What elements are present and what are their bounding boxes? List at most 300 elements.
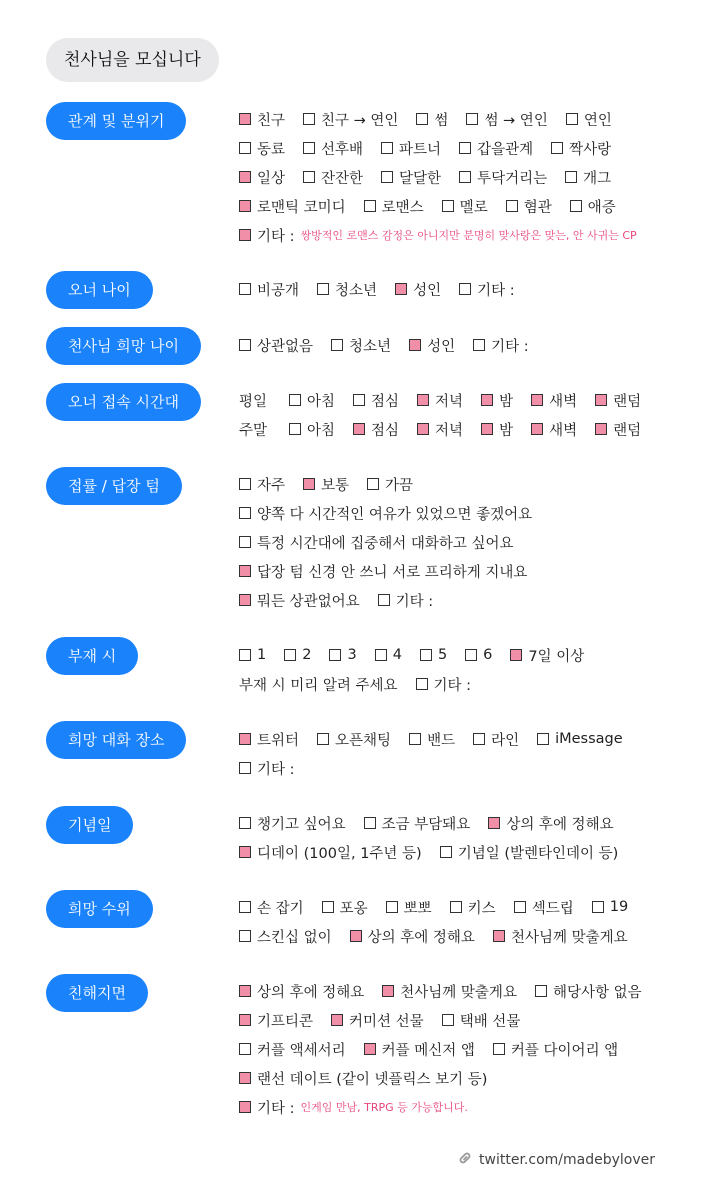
checked-box-icon	[239, 594, 251, 606]
checkbox-option[interactable]	[331, 1010, 424, 1031]
checkbox-option[interactable]	[417, 419, 463, 440]
option-label: 연인	[583, 112, 612, 129]
link-icon	[457, 1150, 473, 1170]
option-label: 7일 이상	[528, 648, 585, 665]
checkbox-icon	[465, 649, 477, 661]
checkbox-option[interactable]	[239, 842, 422, 863]
option-row	[239, 502, 550, 524]
option-label: 밴드	[427, 732, 456, 749]
checkbox-option[interactable]	[350, 926, 475, 947]
checkbox-icon	[239, 507, 251, 519]
checkbox-option[interactable]	[239, 225, 295, 246]
option-label: 3	[347, 647, 357, 663]
checkbox-option[interactable]	[378, 590, 434, 611]
checkbox-option[interactable]	[595, 419, 641, 440]
checkbox-option[interactable]	[331, 335, 391, 356]
option-label: 뽀뽀	[403, 900, 432, 917]
option-label: 기타 :	[257, 1100, 295, 1117]
page-title: 천사님을 모십니다	[46, 38, 219, 82]
option-label: 6	[483, 647, 493, 663]
checkbox-option[interactable]	[395, 279, 441, 300]
option-label: iMessage	[555, 731, 623, 747]
checked-box-icon	[239, 200, 251, 212]
option-label: 답장 텀 신경 안 쓰니 서로 프리하게 지내요	[257, 564, 528, 581]
checkbox-icon	[459, 283, 471, 295]
checked-box-icon	[395, 283, 407, 295]
checkbox-icon	[331, 339, 343, 351]
checkbox-icon	[239, 762, 251, 774]
option-label: 1	[257, 647, 267, 663]
option-label: 밤	[499, 393, 514, 410]
checkbox-icon	[353, 394, 365, 406]
checkbox-option[interactable]	[303, 474, 349, 495]
checkbox-option[interactable]	[239, 474, 285, 495]
checkbox-icon	[409, 733, 421, 745]
option-label: 상관없음	[257, 338, 314, 355]
option-label: 기타 :	[257, 761, 295, 778]
checked-box-icon	[239, 846, 251, 858]
checkbox-icon	[416, 678, 428, 690]
checked-box-icon	[531, 394, 543, 406]
checkbox-icon	[284, 649, 296, 661]
option-label: 성인	[427, 338, 456, 355]
option-label: 성인	[413, 282, 442, 299]
option-row	[239, 560, 545, 582]
label-desired-age: 천사님 희망 나이	[46, 327, 201, 365]
checkbox-icon	[570, 200, 582, 212]
option-label: 천사님께 맞출게요	[400, 984, 517, 1001]
checked-box-icon	[531, 423, 543, 435]
checkbox-icon	[592, 901, 604, 913]
option-label: 청소년	[335, 282, 378, 299]
option-label: 스킨십 없이	[257, 929, 332, 946]
checkbox-icon	[239, 901, 251, 913]
checkbox-option[interactable]	[416, 674, 472, 695]
checkbox-option[interactable]	[329, 647, 356, 663]
option-label: 커플 메신저 앱	[381, 1042, 475, 1059]
checkbox-icon	[239, 536, 251, 548]
absence-row-2	[239, 673, 489, 695]
option-row	[239, 589, 451, 611]
checked-box-icon	[488, 817, 500, 829]
checkbox-icon	[506, 200, 518, 212]
option-row	[239, 925, 646, 947]
label-absence: 부재 시	[46, 637, 138, 675]
checkbox-option[interactable]	[239, 1039, 346, 1060]
option-label: 새벽	[549, 393, 578, 410]
checkbox-option[interactable]	[239, 926, 332, 947]
checkbox-option[interactable]	[239, 1010, 313, 1031]
option-label: 보통	[321, 477, 350, 494]
option-row	[239, 334, 547, 356]
label-bonding: 친해지면	[46, 974, 148, 1012]
checkbox-icon	[450, 901, 462, 913]
checkbox-icon	[364, 200, 376, 212]
label-relationship: 관계 및 분위기	[46, 102, 186, 140]
option-label: 해당사항 없음	[552, 984, 642, 1001]
option-label: 랜덤	[613, 393, 642, 410]
checkbox-icon	[239, 283, 251, 295]
option-label: 아침	[307, 393, 336, 410]
option-label: 밤	[499, 422, 514, 439]
option-label: 키스	[467, 900, 496, 917]
checkbox-option[interactable]	[506, 196, 552, 217]
checkbox-icon	[493, 1043, 505, 1055]
checkbox-icon	[378, 594, 390, 606]
checkbox-option[interactable]	[570, 196, 616, 217]
option-row	[239, 1038, 636, 1060]
checkbox-icon	[381, 171, 393, 183]
option-label: 짝사랑	[569, 141, 612, 158]
option-row	[239, 531, 532, 553]
option-label: 로맨스	[381, 199, 424, 216]
checkbox-icon	[551, 142, 563, 154]
checkbox-icon	[239, 817, 251, 829]
checkbox-option[interactable]	[303, 109, 398, 130]
checkbox-option[interactable]	[239, 279, 299, 300]
checkbox-option[interactable]	[381, 138, 441, 159]
checkbox-option[interactable]	[382, 981, 517, 1002]
checkbox-icon	[514, 901, 526, 913]
checked-box-icon	[481, 394, 493, 406]
etc-note: 쌍방적인 로맨스 감정은 아니지만 분명히 맞사랑은 맞는, 안 사귀는 CP	[300, 229, 637, 242]
absence-options	[416, 674, 490, 695]
checkbox-icon	[329, 649, 341, 661]
checked-box-icon	[239, 1072, 251, 1084]
label-anniversary: 기념일	[46, 806, 133, 844]
checked-box-icon	[353, 423, 365, 435]
checkbox-option[interactable]	[239, 167, 285, 188]
option-label: 상의 후에 정해요	[257, 984, 365, 1001]
checkbox-option[interactable]	[386, 897, 432, 918]
checkbox-option[interactable]	[481, 419, 513, 440]
checkbox-icon	[239, 229, 251, 241]
checked-box-icon	[481, 423, 493, 435]
checkbox-option[interactable]	[493, 1039, 618, 1060]
option-row	[239, 728, 641, 750]
checkbox-option[interactable]	[239, 1097, 295, 1118]
option-row	[239, 108, 630, 130]
checkbox-option[interactable]	[317, 729, 391, 750]
option-label: 새벽	[549, 422, 578, 439]
option-row	[239, 1067, 505, 1089]
checkbox-icon	[239, 1101, 251, 1113]
option-label: 점심	[371, 422, 400, 439]
checkbox-icon	[537, 733, 549, 745]
option-label: 챙기고 싶어요	[257, 816, 346, 833]
option-row	[239, 1009, 538, 1031]
checkbox-option[interactable]	[353, 390, 399, 411]
checked-box-icon	[382, 985, 394, 997]
footer-link[interactable]: twitter.com/madebylover	[479, 1152, 655, 1168]
checkbox-icon	[466, 113, 478, 125]
option-label: 랜덤	[613, 422, 642, 439]
option-label: 멜로	[459, 199, 488, 216]
option-label: 5	[437, 647, 448, 663]
option-row	[239, 137, 629, 159]
checkbox-icon	[367, 478, 379, 490]
checkbox-icon	[239, 339, 251, 351]
etc-row	[239, 224, 637, 246]
checkbox-icon	[440, 846, 452, 858]
option-label: 아침	[307, 422, 336, 439]
checkbox-icon	[459, 142, 471, 154]
checkbox-option[interactable]	[239, 590, 360, 611]
option-label: 투닥거리는	[477, 170, 548, 187]
checkbox-option[interactable]	[239, 758, 295, 779]
option-label: 점심	[371, 393, 400, 410]
checkbox-option[interactable]	[566, 109, 612, 130]
checkbox-icon	[364, 817, 376, 829]
option-row	[239, 166, 629, 188]
option-row	[239, 473, 431, 495]
option-label: 달달한	[399, 170, 442, 187]
checkbox-option[interactable]	[514, 897, 574, 918]
option-label: 썸	[434, 112, 449, 129]
option-row	[239, 980, 660, 1002]
checked-box-icon	[239, 113, 251, 125]
checkbox-option[interactable]	[531, 419, 577, 440]
checkbox-option[interactable]	[289, 390, 335, 411]
option-label: 양쪽 다 시간적인 여유가 있었으면 좋겠어요	[257, 506, 533, 523]
checkbox-icon	[303, 171, 315, 183]
option-row	[239, 278, 533, 300]
checkbox-option[interactable]	[364, 813, 471, 834]
checkbox-icon	[239, 649, 251, 661]
option-label: 기타 :	[477, 282, 515, 299]
option-label: 혐관	[523, 199, 552, 216]
checkbox-option[interactable]	[239, 813, 346, 834]
checkbox-icon	[565, 171, 577, 183]
checkbox-option[interactable]	[353, 419, 399, 440]
option-label: 동료	[257, 141, 286, 158]
label-owner-age: 오너 나이	[46, 271, 153, 309]
checked-box-icon	[239, 985, 251, 997]
option-row	[239, 896, 646, 918]
label-access-time: 오너 접속 시간대	[46, 383, 201, 421]
label-level: 희망 수위	[46, 890, 153, 928]
checkbox-option[interactable]	[239, 138, 285, 159]
checkbox-option[interactable]	[239, 196, 346, 217]
checkbox-option[interactable]	[239, 647, 266, 663]
checkbox-option[interactable]	[284, 647, 311, 663]
option-label: 오픈채팅	[335, 732, 392, 749]
checkbox-option[interactable]	[317, 279, 377, 300]
option-label: 라인	[491, 732, 520, 749]
option-row	[239, 812, 632, 834]
option-label: 기타 :	[395, 593, 434, 610]
checked-box-icon	[364, 1043, 376, 1055]
checkbox-option[interactable]	[531, 390, 577, 411]
checkbox-option[interactable]	[440, 842, 619, 863]
checkbox-icon	[381, 142, 393, 154]
option-label: 상의 후에 정해요	[506, 816, 614, 833]
checkbox-option[interactable]	[465, 647, 492, 663]
checkbox-option[interactable]	[409, 729, 455, 750]
option-label: 천사님께 맞출게요	[510, 929, 628, 946]
checkbox-icon	[239, 478, 251, 490]
option-label: 트위터	[257, 732, 300, 749]
etc-row	[239, 1096, 468, 1118]
checkbox-option[interactable]	[303, 138, 363, 159]
option-row	[239, 757, 313, 779]
option-label: 기프티콘	[257, 1013, 314, 1030]
checkbox-option[interactable]	[537, 731, 623, 747]
option-label: 기타 :	[257, 228, 295, 245]
checkbox-icon	[420, 649, 432, 661]
option-label: 친구 → 연인	[321, 112, 399, 129]
option-label: 개그	[583, 170, 612, 187]
weekend-row	[239, 418, 659, 440]
checkbox-option[interactable]	[239, 532, 514, 553]
option-label: 2	[302, 647, 312, 663]
weekday-options	[289, 390, 659, 411]
option-label: 로맨틱 코미디	[257, 199, 346, 216]
checkbox-option[interactable]	[239, 335, 313, 356]
option-label: 포옹	[339, 900, 368, 917]
checkbox-option[interactable]	[493, 926, 628, 947]
checked-box-icon	[350, 930, 362, 942]
absence-notice: 부재 시 미리 알려 주세요	[239, 677, 398, 694]
checkbox-icon	[239, 142, 251, 154]
option-label: 디데이 (100일, 1주년 등)	[257, 845, 422, 862]
checkbox-icon	[535, 985, 547, 997]
option-label: 커미션 선물	[349, 1013, 424, 1030]
option-label: 일상	[257, 170, 286, 187]
checkbox-option[interactable]	[239, 561, 527, 582]
checkbox-icon	[303, 113, 315, 125]
checkbox-icon	[239, 930, 251, 942]
option-label: 자주	[257, 477, 286, 494]
option-label: 뭐든 상관없어요	[257, 593, 360, 610]
checkbox-icon	[317, 733, 329, 745]
checkbox-option[interactable]	[473, 335, 529, 356]
weekday-label: 평일	[239, 393, 268, 410]
checkbox-option[interactable]	[239, 981, 364, 1002]
checkbox-option[interactable]	[442, 1010, 521, 1031]
checkbox-option[interactable]	[488, 813, 613, 834]
checkbox-option[interactable]	[417, 390, 463, 411]
option-label: 비공개	[257, 282, 300, 299]
checkbox-icon	[473, 733, 485, 745]
checked-box-icon	[239, 171, 251, 183]
checkbox-icon	[239, 1043, 251, 1055]
checkbox-option[interactable]	[510, 645, 584, 666]
checkbox-option[interactable]	[239, 1068, 487, 1089]
option-label: 저녁	[435, 422, 464, 439]
checkbox-option[interactable]	[239, 503, 532, 524]
checked-box-icon	[239, 1014, 251, 1026]
checkbox-option[interactable]	[551, 138, 611, 159]
checkbox-option[interactable]	[375, 647, 402, 663]
checkbox-option[interactable]	[367, 474, 413, 495]
option-label: 애증	[587, 199, 616, 216]
checkbox-icon	[459, 171, 471, 183]
checkbox-option[interactable]	[239, 729, 299, 750]
checkbox-icon	[375, 649, 387, 661]
checkbox-option[interactable]	[381, 167, 441, 188]
checkbox-icon	[416, 113, 428, 125]
weekend-label: 주말	[239, 422, 268, 439]
checkbox-icon	[317, 283, 329, 295]
checkbox-icon	[322, 901, 334, 913]
checkbox-option[interactable]	[459, 138, 533, 159]
checkbox-option[interactable]	[322, 897, 368, 918]
option-row	[239, 195, 634, 217]
checkbox-icon	[442, 1014, 454, 1026]
checkbox-option[interactable]	[239, 109, 285, 130]
checked-box-icon	[239, 565, 251, 577]
option-label: 커플 다이어리 앱	[510, 1042, 619, 1059]
option-label: 썸 → 연인	[484, 112, 548, 129]
checked-box-icon	[510, 649, 522, 661]
checkbox-option[interactable]	[473, 729, 519, 750]
checkbox-option[interactable]	[303, 167, 363, 188]
weekday-row	[239, 389, 659, 411]
checkbox-option[interactable]	[565, 167, 611, 188]
checkbox-option[interactable]	[459, 279, 515, 300]
checked-box-icon	[595, 394, 607, 406]
checkbox-icon	[386, 901, 398, 913]
checkbox-option[interactable]	[364, 196, 424, 217]
option-label: 랜선 데이트 (같이 넷플릭스 보기 등)	[257, 1071, 488, 1088]
checkbox-option[interactable]	[481, 390, 513, 411]
option-row	[239, 841, 636, 863]
option-label: 손 잡기	[257, 900, 304, 917]
option-label: 선후배	[321, 141, 364, 158]
checked-box-icon	[239, 733, 251, 745]
option-label: 갑을관계	[477, 141, 534, 158]
checked-box-icon	[417, 394, 429, 406]
checkbox-option[interactable]	[592, 899, 628, 915]
option-label: 기념일 (발렌타인데이 등)	[457, 845, 619, 862]
checkbox-icon	[289, 394, 301, 406]
checkbox-icon	[442, 200, 454, 212]
option-label: 잔잔한	[321, 170, 364, 187]
checkbox-option[interactable]	[442, 196, 488, 217]
checkbox-option[interactable]	[459, 167, 547, 188]
option-label: 기타 :	[433, 677, 472, 694]
checkbox-icon	[566, 113, 578, 125]
option-label: 조금 부담돼요	[381, 816, 471, 833]
checked-box-icon	[595, 423, 607, 435]
option-label: 섹드립	[531, 900, 574, 917]
checkbox-icon	[303, 142, 315, 154]
option-label: 가끔	[385, 477, 414, 494]
option-label: 친구	[257, 112, 286, 129]
checkbox-option[interactable]	[595, 390, 641, 411]
option-label: 특정 시간대에 집중해서 대화하고 싶어요	[257, 535, 514, 552]
checkbox-option[interactable]	[239, 897, 304, 918]
option-label: 커플 액세서리	[257, 1042, 346, 1059]
checked-box-icon	[303, 478, 315, 490]
option-label: 저녁	[435, 393, 464, 410]
etc-note: 인게임 만남, TRPG 등 가능합니다.	[300, 1101, 468, 1114]
checkbox-option[interactable]	[289, 419, 335, 440]
footer	[457, 1150, 655, 1170]
checkbox-option[interactable]	[420, 647, 447, 663]
weekend-options	[289, 419, 659, 440]
option-row	[239, 644, 602, 666]
option-label: 기타 :	[491, 338, 529, 355]
checkbox-option[interactable]	[416, 109, 448, 130]
checkbox-option[interactable]	[535, 981, 642, 1002]
checkbox-option[interactable]	[409, 335, 455, 356]
checkbox-option[interactable]	[450, 897, 496, 918]
checkbox-option[interactable]	[364, 1039, 475, 1060]
label-place: 희망 대화 장소	[46, 721, 186, 759]
checkbox-option[interactable]	[466, 109, 547, 130]
